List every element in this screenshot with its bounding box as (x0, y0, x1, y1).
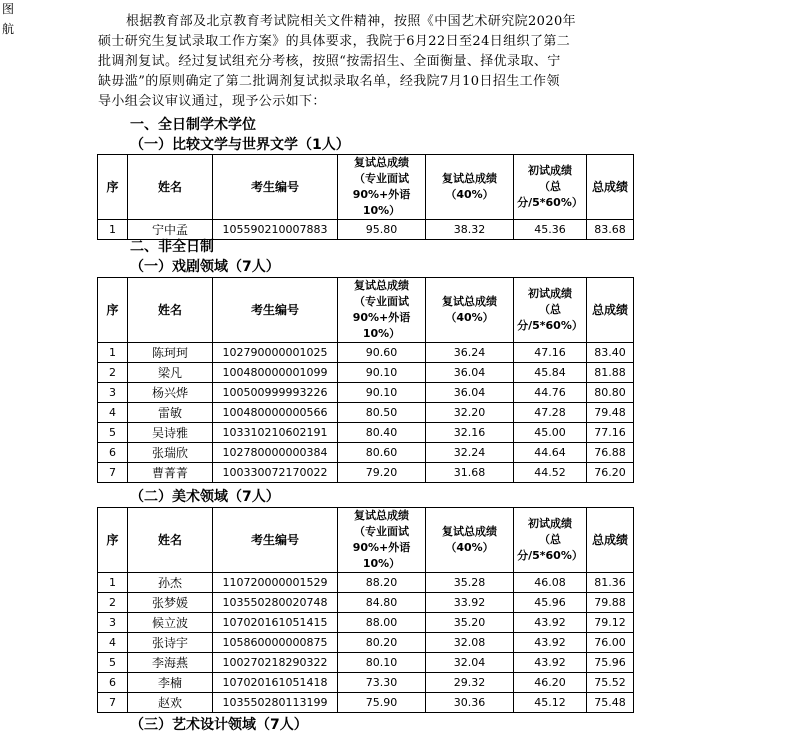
cell-exam-id: 102790000001025 (213, 343, 338, 363)
table-row (98, 343, 634, 363)
table-header (98, 278, 634, 343)
cell-seq: 3 (98, 383, 128, 403)
intro-line: 硕士研究生复试录取工作方案》的具体要求，我院于6月22日至24日组织了第二 (98, 34, 571, 49)
table-row (98, 593, 634, 613)
header-total: 总成绩 (587, 155, 634, 220)
cell-retest-40: 36.04 (426, 383, 514, 403)
table-row (98, 633, 634, 653)
cell-initial: 45.84 (514, 363, 587, 383)
cell-exam-id: 100270218290322 (213, 653, 338, 673)
table-row (98, 693, 634, 713)
header-retest-40: 复试总成绩 （40%） (426, 278, 514, 343)
cell-name: 曹菁菁 (128, 463, 213, 483)
cell-seq: 1 (98, 573, 128, 593)
cell-seq: 6 (98, 673, 128, 693)
cell-total: 76.20 (587, 463, 634, 483)
cell-retest-40: 35.28 (426, 573, 514, 593)
cell-seq: 5 (98, 423, 128, 443)
section2-sub2: （二）美术领域（7人） (130, 489, 280, 505)
cell-seq: 2 (98, 593, 128, 613)
table-body (98, 573, 634, 713)
intro-line: 根据教育部及北京教育考试院相关文件精神，按照《中国艺术研究院2020年 (126, 14, 577, 29)
cell-name: 候立波 (128, 613, 213, 633)
cell-total: 79.48 (587, 403, 634, 423)
header-initial: 初试成绩 （总 分/5*60%） (514, 508, 587, 573)
header-retest-40: 复试总成绩 （40%） (426, 508, 514, 573)
section1-title: 一、全日制学术学位 (130, 117, 256, 133)
cell-retest: 88.00 (338, 613, 426, 633)
cell-total: 79.88 (587, 593, 634, 613)
cell-retest: 90.10 (338, 363, 426, 383)
cell-seq: 1 (98, 220, 128, 240)
cell-retest-40: 32.20 (426, 403, 514, 423)
cell-exam-id: 105860000000875 (213, 633, 338, 653)
cell-seq: 4 (98, 403, 128, 423)
cell-total: 83.40 (587, 343, 634, 363)
cell-retest: 73.30 (338, 673, 426, 693)
cell-name: 宁中孟 (128, 220, 213, 240)
cell-retest-40: 36.24 (426, 343, 514, 363)
cell-retest-40: 38.32 (426, 220, 514, 240)
cell-initial: 44.52 (514, 463, 587, 483)
cell-seq: 7 (98, 463, 128, 483)
cell-total: 81.36 (587, 573, 634, 593)
table-comparative-literature (97, 154, 634, 240)
cell-exam-id: 100480000000566 (213, 403, 338, 423)
header-seq: 序 (98, 508, 128, 573)
header-seq: 序 (98, 278, 128, 343)
cell-retest: 80.40 (338, 423, 426, 443)
side-label-top: 图 (2, 2, 15, 16)
header-initial: 初试成绩 （总 分/5*60%） (514, 155, 587, 220)
header-retest-40: 复试总成绩 （40%） (426, 155, 514, 220)
cell-initial: 45.00 (514, 423, 587, 443)
cell-exam-id: 100480000001099 (213, 363, 338, 383)
cell-exam-id: 103310210602191 (213, 423, 338, 443)
cell-initial: 43.92 (514, 653, 587, 673)
cell-name: 雷敏 (128, 403, 213, 423)
cell-retest: 80.10 (338, 653, 426, 673)
header-exam-id: 考生编号 (213, 155, 338, 220)
table-header (98, 508, 634, 573)
table-row (98, 653, 634, 673)
cell-initial: 44.76 (514, 383, 587, 403)
intro-line: 批调剂复试。经过复试组充分考核，按照“按需招生、全面衡量、择优录取、宁 (98, 54, 561, 69)
cell-retest-40: 32.24 (426, 443, 514, 463)
cell-initial: 46.08 (514, 573, 587, 593)
header-total: 总成绩 (587, 508, 634, 573)
cell-total: 83.68 (587, 220, 634, 240)
cell-total: 75.48 (587, 693, 634, 713)
cell-retest-40: 32.08 (426, 633, 514, 653)
cell-seq: 7 (98, 693, 128, 713)
intro-paragraph (98, 12, 658, 112)
cell-total: 76.00 (587, 633, 634, 653)
cell-seq: 1 (98, 343, 128, 363)
cell-retest: 80.50 (338, 403, 426, 423)
cell-name: 孙杰 (128, 573, 213, 593)
header-initial: 初试成绩 （总 分/5*60%） (514, 278, 587, 343)
cell-exam-id: 107020161051418 (213, 673, 338, 693)
cell-initial: 45.12 (514, 693, 587, 713)
cell-retest-40: 32.04 (426, 653, 514, 673)
cell-seq: 4 (98, 633, 128, 653)
cell-name: 梁凡 (128, 363, 213, 383)
cell-name: 陈珂珂 (128, 343, 213, 363)
cell-total: 75.96 (587, 653, 634, 673)
table-row (98, 403, 634, 423)
cell-retest-40: 35.20 (426, 613, 514, 633)
cell-name: 张瑞欣 (128, 443, 213, 463)
cell-retest: 84.80 (338, 593, 426, 613)
cell-seq: 2 (98, 363, 128, 383)
cell-initial: 47.28 (514, 403, 587, 423)
cell-retest-40: 31.68 (426, 463, 514, 483)
cell-retest-40: 29.32 (426, 673, 514, 693)
cell-retest: 79.20 (338, 463, 426, 483)
section2-title: 二、非全日制 (130, 239, 214, 255)
cell-name: 赵欢 (128, 693, 213, 713)
section2-sub1: （一）戏剧领域（7人） (130, 259, 280, 275)
header-retest: 复试总成绩 （专业面试 90%+外语10%） (338, 508, 426, 573)
table-row (98, 613, 634, 633)
header-name: 姓名 (128, 155, 213, 220)
section2-sub3-partial: （三）艺术设计领域（7人） (130, 717, 308, 733)
header-retest: 复试总成绩 （专业面试 90%+外语10%） (338, 155, 426, 220)
cell-exam-id: 100500999993226 (213, 383, 338, 403)
cell-name: 李楠 (128, 673, 213, 693)
cell-name: 张梦媛 (128, 593, 213, 613)
cell-exam-id: 103550280113199 (213, 693, 338, 713)
cell-total: 75.52 (587, 673, 634, 693)
table-row (98, 383, 634, 403)
table-header (98, 155, 634, 220)
header-exam-id: 考生编号 (213, 278, 338, 343)
header-name: 姓名 (128, 508, 213, 573)
cell-initial: 43.92 (514, 633, 587, 653)
cell-retest: 80.20 (338, 633, 426, 653)
cell-total: 77.16 (587, 423, 634, 443)
table-fine-arts (97, 507, 634, 713)
cell-total: 76.88 (587, 443, 634, 463)
cell-exam-id: 102780000000384 (213, 443, 338, 463)
cell-exam-id: 100330072170022 (213, 463, 338, 483)
cell-retest: 80.60 (338, 443, 426, 463)
cell-total: 79.12 (587, 613, 634, 633)
table-drama (97, 277, 634, 483)
table-row (98, 673, 634, 693)
cell-exam-id: 103550280020748 (213, 593, 338, 613)
cell-retest: 75.90 (338, 693, 426, 713)
cell-seq: 3 (98, 613, 128, 633)
header-seq: 序 (98, 155, 128, 220)
cell-retest: 95.80 (338, 220, 426, 240)
header-total: 总成绩 (587, 278, 634, 343)
cell-total: 81.88 (587, 363, 634, 383)
table-body (98, 343, 634, 483)
cell-name: 张诗宇 (128, 633, 213, 653)
cell-initial: 47.16 (514, 343, 587, 363)
cell-retest-40: 33.92 (426, 593, 514, 613)
cell-initial: 44.64 (514, 443, 587, 463)
header-name: 姓名 (128, 278, 213, 343)
cell-name: 吴诗雅 (128, 423, 213, 443)
table-row (98, 220, 634, 240)
header-retest: 复试总成绩 （专业面试 90%+外语10%） (338, 278, 426, 343)
cell-exam-id: 107020161051415 (213, 613, 338, 633)
cell-name: 杨兴烨 (128, 383, 213, 403)
cell-total: 80.80 (587, 383, 634, 403)
cell-seq: 6 (98, 443, 128, 463)
cell-name: 李海燕 (128, 653, 213, 673)
cell-retest: 90.10 (338, 383, 426, 403)
table-row (98, 423, 634, 443)
cell-retest: 88.20 (338, 573, 426, 593)
intro-line: 导小组会议审议通过，现予公示如下： (98, 94, 326, 109)
section1-subtitle: （一）比较文学与世界文学（1人） (130, 137, 350, 153)
cell-initial: 43.92 (514, 613, 587, 633)
header-exam-id: 考生编号 (213, 508, 338, 573)
cell-seq: 5 (98, 653, 128, 673)
cell-initial: 46.20 (514, 673, 587, 693)
table-row (98, 573, 634, 593)
table-row (98, 463, 634, 483)
cell-initial: 45.96 (514, 593, 587, 613)
cell-retest-40: 30.36 (426, 693, 514, 713)
cell-retest: 90.60 (338, 343, 426, 363)
table-row (98, 363, 634, 383)
cell-retest-40: 36.04 (426, 363, 514, 383)
table-row (98, 443, 634, 463)
intro-line: 缺毋滥”的原则确定了第二批调剂复试拟录取名单，经我院7月10日招生工作领 (98, 74, 560, 89)
side-label-nav: 航 (2, 22, 15, 36)
cell-exam-id: 110720000001529 (213, 573, 338, 593)
cell-exam-id: 105590210007883 (213, 220, 338, 240)
cell-retest-40: 32.16 (426, 423, 514, 443)
cell-initial: 45.36 (514, 220, 587, 240)
